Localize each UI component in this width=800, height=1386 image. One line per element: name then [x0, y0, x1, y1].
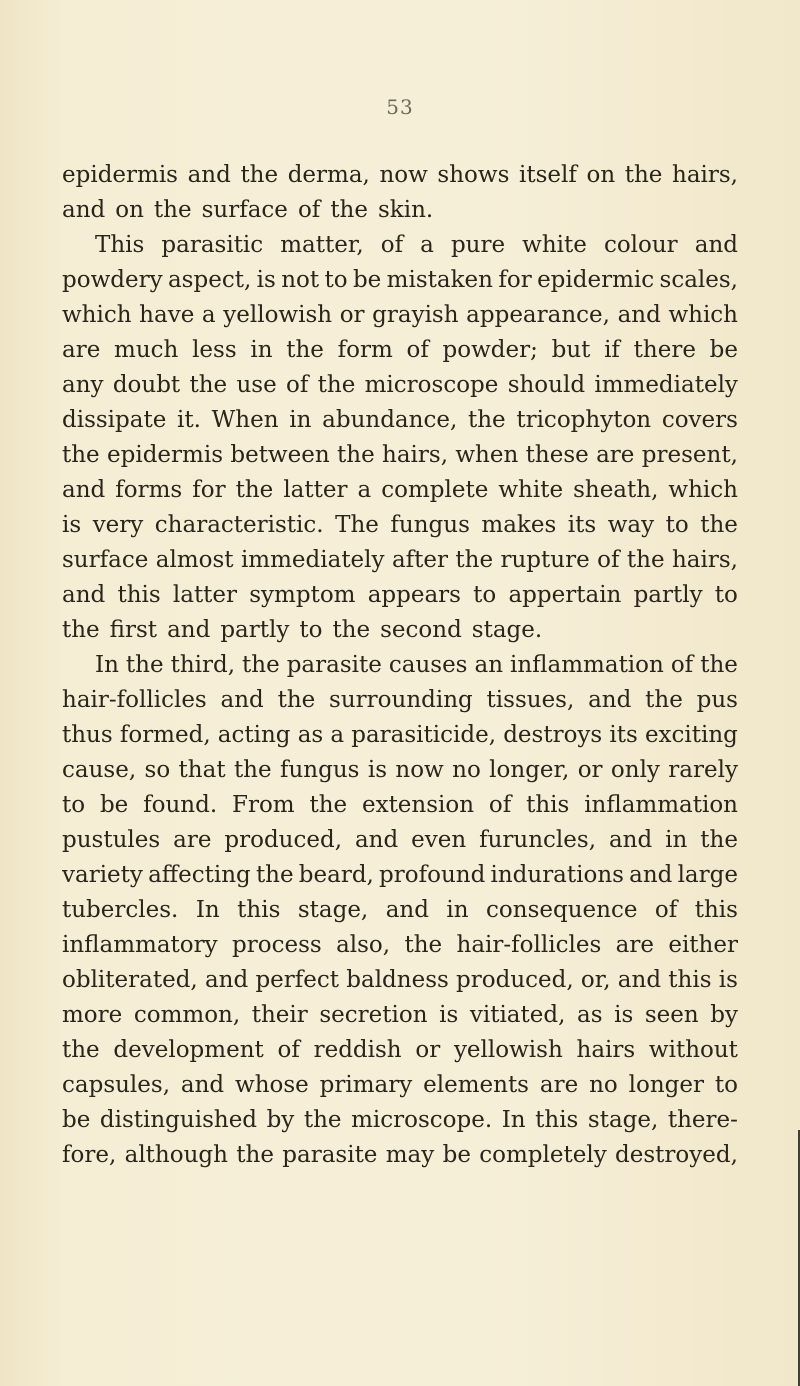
- text-line: the epidermis between the hairs, when these are present,: [62, 442, 738, 468]
- text-line: dissipate it. When in abundance, the tricophyton covers: [62, 407, 738, 433]
- page-number: 53: [386, 95, 414, 119]
- text-line: more common, their secretion is vitiated, as is seen by: [62, 1002, 738, 1028]
- text-line: epidermis and the derma, now shows itself on the hairs,: [62, 162, 738, 188]
- text-line: cause, so that the fungus is now no longer, or only rarely: [62, 757, 738, 783]
- text-line: hair-follicles and the surrounding tissues, and the pus: [62, 687, 738, 713]
- text-line: inflammatory process also, the hair-follicles are either: [62, 932, 738, 958]
- text-line: and this latter symptom appears to appertain partly to: [62, 582, 738, 608]
- text-line: powdery aspect, is not to be mistaken for epidermic scales,: [62, 267, 738, 293]
- text-line: surface almost immediately after the rupture of the hairs,: [62, 547, 738, 573]
- text-line: tubercles. In this stage, and in consequence of this: [62, 897, 738, 923]
- text-line: capsules, and whose primary elements are no longer to: [62, 1072, 738, 1098]
- text-line: to be found. From the extension of this inflammation: [62, 792, 738, 818]
- text-line: the development of reddish or yellowish hairs without: [62, 1037, 738, 1063]
- text-line: which have a yellowish or grayish appearance, and which: [62, 302, 738, 328]
- text-line: pustules are produced, and even furuncles, and in the: [62, 827, 738, 853]
- text-line: This parasitic matter, of a pure white colour and: [95, 232, 738, 258]
- text-line: and on the surface of the skin.: [62, 197, 434, 223]
- text-line: the first and partly to the second stage.: [62, 617, 543, 643]
- text-line: is very characteristic. The fungus makes its way to the: [62, 512, 738, 538]
- text-line: obliterated, and perfect baldness produced, or, and this is: [62, 967, 738, 993]
- body-text: [62, 158, 738, 1173]
- text-line: variety affecting the beard, profound indurations and large: [62, 862, 738, 888]
- text-line: thus formed, acting as a parasiticide, destroys its exciting: [62, 722, 738, 748]
- text-line: be distinguished by the microscope. In this stage, there-: [62, 1107, 738, 1133]
- text-line: In the third, the parasite causes an inflammation of the: [95, 652, 738, 678]
- text-line: fore, although the parasite may be completely destroyed,: [62, 1142, 738, 1168]
- text-line: and forms for the latter a complete white sheath, which: [62, 477, 738, 503]
- text-line: any doubt the use of the microscope should immediately: [62, 372, 738, 398]
- text-line: are much less in the form of powder; but if there be: [62, 337, 738, 363]
